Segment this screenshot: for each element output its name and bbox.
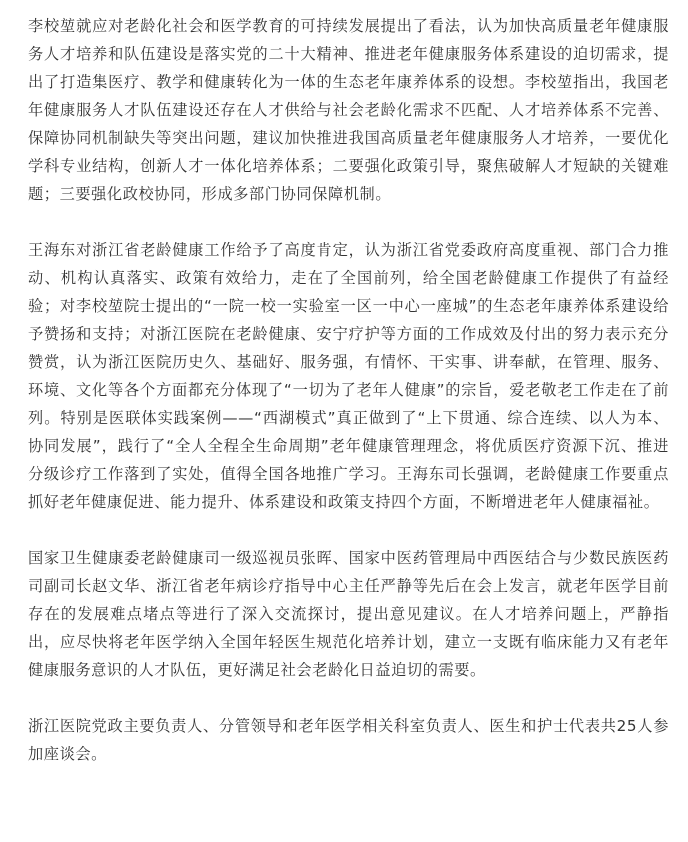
paragraph-spacer [28,684,669,712]
paragraph-attendees: 浙江医院党政主要负责人、分管领导和老年医学相关科室负责人、医生和护士代表共25人参加座谈会。 [28,717,669,763]
paragraph-speakers: 国家卫生健康委老龄健康司一级巡视员张晖、国家中医药管理局中西医结合与少数民族医药司副司长赵文华、浙江省老年病诊疗指导中心主任严静等先后在会上发言，就老年医学目前存在的发展难点堵点等进行了深入交流探讨，提出意见建议。在人才培养问题上，严静指出，应尽快将老年医学纳入全国年轻医生规范化培养计划，建立一支既有临床能力又有老年健康服务意识的人才队伍，更好满足社会老龄化日益迫切的需要。 [28,549,669,679]
paragraph-talent-training: 李校堃就应对老龄化社会和医学教育的可持续发展提出了看法，认为加快高质量老年健康服务人才培养和队伍建设是落实党的二十大精神、推进老年健康服务体系建设的迫切需求，提出了打造集医疗、教学和健康转化为一体的生态老年康养体系的设想。李校堃指出，我国老年健康服务人才队伍建设还存在人才供给与社会老龄化需求不匹配、人才培养体系不完善、保障协同机制缺失等突出问题，建议加快推进我国高质量老年健康服务人才培养，一要优化学科专业结构，创新人才一体化培养体系；二要强化政策引导，聚焦破解人才短缺的关键难题；三要强化政校协同，形成多部门协同保障机制。 [28,17,669,203]
paragraph-spacer [28,208,669,236]
paragraph-spacer [28,516,669,544]
article-body [28,12,669,768]
paragraph-wang-haidong-remarks: 王海东对浙江省老龄健康工作给予了高度肯定，认为浙江省党委政府高度重视、部门合力推动、机构认真落实、政策有效给力，走在了全国前列，给全国老龄健康工作提供了有益经验；对李校堃院士提出的“一院一校一实验室一区一中心一座城”的生态老年康养体系建设给予赞扬和支持；对浙江医院在老龄健康、安宁疗护等方面的工作成效及付出的努力表示充分赞赏，认为浙江医院历史久、基础好、服务强，有情怀、干实事、讲奉献，在管理、服务、环境、文化等各个方面都充分体现了“一切为了老年人健康”的宗旨，爱老敬老工作走在了前列。特别是医联体实践案例——“西湖模式”真正做到了“上下贯通、综合连续、以人为本、协同发展”，践行了“全人全程全生命周期”老年健康管理理念，将优质医疗资源下沉、推进分级诊疗工作落到了实处，值得全国各地推广学习。王海东司长强调，老龄健康工作要重点抓好老年健康促进、能力提升、体系建设和政策支持四个方面，不断增进老年人健康福祉。 [28,241,669,511]
